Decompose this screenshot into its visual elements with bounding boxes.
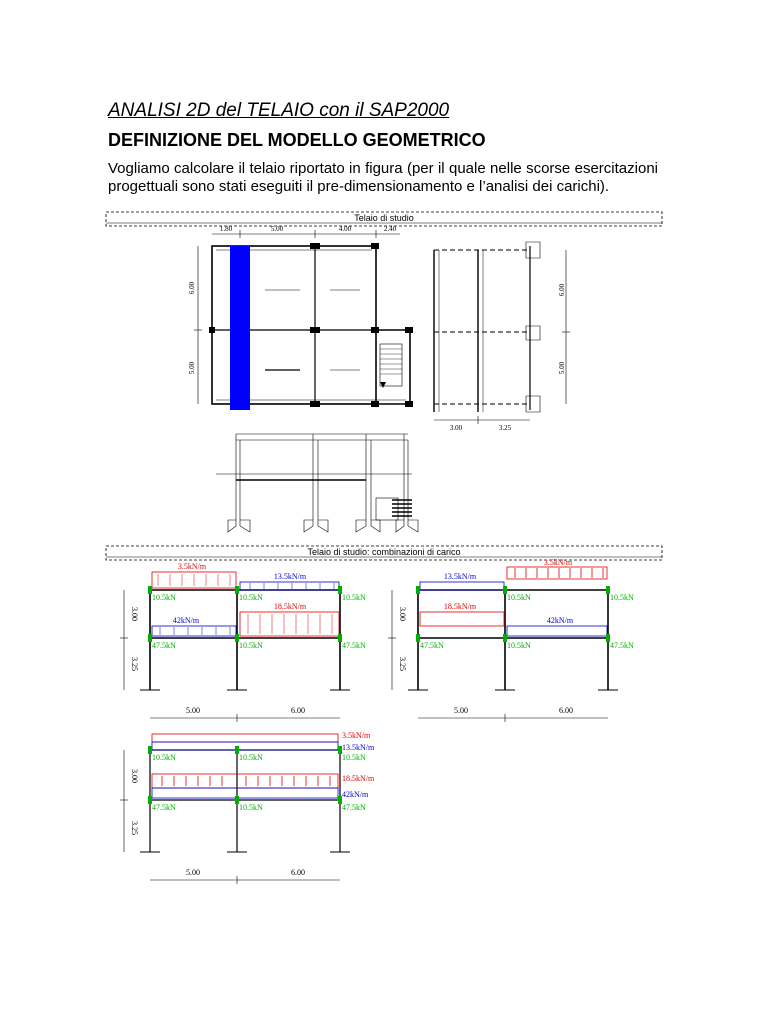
lc3-p-roof-3: 10.5kN (342, 753, 366, 762)
lc3-span-1: 5.00 (186, 868, 200, 877)
section-height-2: 5.00 (558, 361, 566, 375)
document-title: ANALISI 2D del TELAIO con il SAP2000 (108, 100, 450, 121)
figure2-caption: Telaio di studio: combinazioni di carico (307, 547, 461, 557)
lc2-p-roof-2: 10.5kN (507, 593, 531, 602)
lc3-q-floor-live: 42kN/m (342, 790, 369, 799)
plan-dim-3: 4.00 (338, 225, 352, 233)
section-heading: DEFINIZIONE DEL MODELLO GEOMETRICO (108, 130, 486, 150)
lc1-p-floor-3: 47.5kN (342, 641, 366, 650)
figure1-caption: Telaio di studio (354, 213, 414, 223)
plan-height-1: 6.00 (188, 281, 196, 295)
lc1-p-floor-2: 10.5kN (239, 641, 263, 650)
lc2-p-floor-1: 47.5kN (420, 641, 444, 650)
lc1-p-floor-1: 47.5kN (152, 641, 176, 650)
lc2-height-1: 3.00 (398, 607, 407, 621)
lc3-p-roof-2: 10.5kN (239, 753, 263, 762)
lc2-span-1: 5.00 (454, 706, 468, 715)
load-case-1 (120, 562, 366, 722)
lc1-q-floor: 18.5kN/m (273, 602, 307, 611)
lc3-p-floor-3: 47.5kN (342, 803, 366, 812)
load-case-3 (120, 731, 375, 884)
lc2-q-floor: 18.5kN/m (443, 602, 477, 611)
lc2-q-roof-live: 13.5kN/m (443, 572, 477, 581)
lc1-q-floor-live: 42kN/m (172, 616, 200, 625)
lc3-span-2: 6.00 (291, 868, 305, 877)
lc2-p-roof-3: 10.5kN (610, 593, 634, 602)
plan-dim-2: 5.00 (270, 225, 284, 233)
lc3-p-floor-1: 47.5kN (152, 803, 176, 812)
frame-plan (194, 230, 413, 410)
section-height-1: 6.00 (558, 283, 566, 297)
lc1-span-2: 6.00 (291, 706, 305, 715)
studied-frame-highlight (230, 246, 250, 410)
lc2-span-2: 6.00 (559, 706, 573, 715)
lc3-q-floor: 18.5kN/m (342, 774, 375, 783)
lc3-height-2: 3.25 (130, 821, 139, 835)
frame-elevation (216, 434, 418, 532)
figure1-caption-bar (106, 212, 662, 226)
lc2-height-2: 3.25 (398, 657, 407, 671)
plan-height-2: 5.00 (188, 361, 196, 375)
lc1-p-roof-3: 10.5kN (342, 593, 366, 602)
lc1-p-roof-2: 10.5kN (239, 593, 263, 602)
lc1-height-2: 3.25 (130, 657, 139, 671)
lc3-p-floor-2: 10.5kN (239, 803, 263, 812)
lc2-p-floor-2: 10.5kN (507, 641, 531, 650)
lc1-q-roof: 3.5kN/m (177, 562, 207, 571)
section-span-2: 3.25 (498, 424, 512, 432)
figure2-caption-bar (106, 546, 662, 560)
stair-arrow-icon (380, 382, 386, 388)
lc1-height-1: 3.00 (130, 607, 139, 621)
lc2-q-floor-live: 42kN/m (546, 616, 574, 625)
lc3-q-roof-live: 13.5kN/m (342, 743, 375, 752)
intro-paragraph: Vogliamo calcolare il telaio riportato in figura (per il quale nelle scorse esercitazioni progettuali sono stati eseguiti il pre-dimensionamento e l’analisi dei carichi). (108, 160, 658, 195)
lc3-q-roof: 3.5kN/m (342, 731, 371, 740)
lc3-p-roof-1: 10.5kN (152, 753, 176, 762)
lc2-p-floor-3: 47.5kN (610, 641, 634, 650)
plan-dim-1: 1.80 (219, 225, 233, 233)
frame-section (434, 242, 570, 424)
lc1-q-roof-live: 13.5kN/m (273, 572, 307, 581)
lc3-height-1: 3.00 (130, 769, 139, 783)
plan-dim-4: 2.40 (383, 225, 397, 233)
lc1-span-1: 5.00 (186, 706, 200, 715)
section-span-1: 3.00 (449, 424, 463, 432)
load-case-2 (388, 558, 634, 722)
lc2-q-roof: 3.5kN/m (543, 558, 573, 567)
lc1-p-roof-1: 10.5kN (152, 593, 176, 602)
